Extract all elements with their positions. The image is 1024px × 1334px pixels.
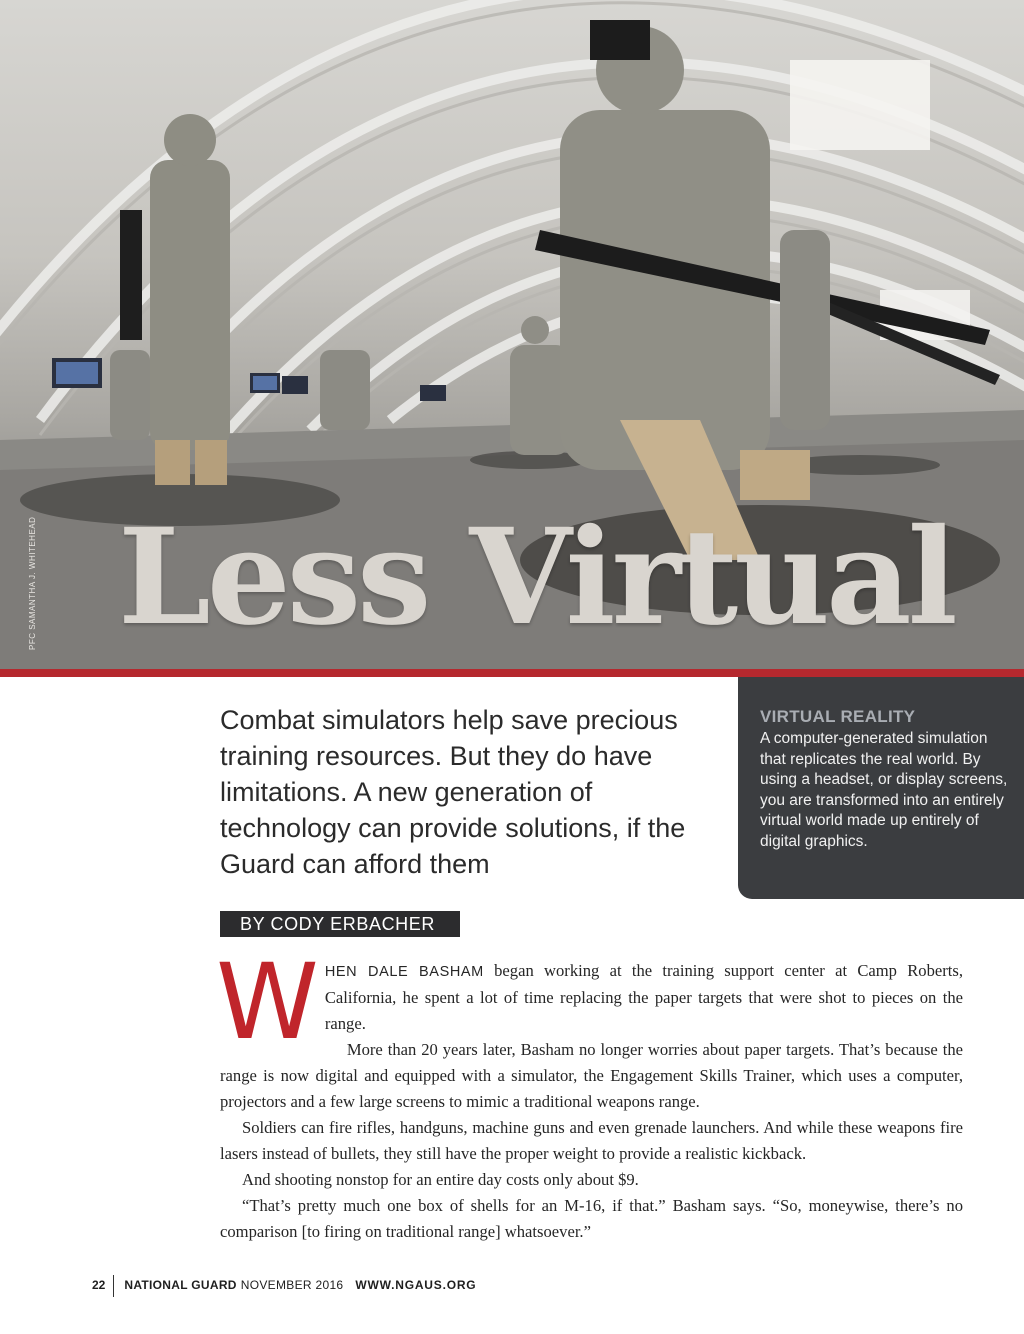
definition-sidebar <box>738 677 1024 899</box>
lead-in: HEN DALE BASHAM <box>324 964 484 980</box>
headline: Less Virtual <box>118 500 954 655</box>
footer-divider <box>113 1275 114 1297</box>
issue-date: NOVEMBER 2016 <box>240 1278 344 1293</box>
article-paragraph: “That’s pretty much one box of shells for an M-16, if that.” Basham says. “So, moneywise, there’s no comparison [to firing on traditional range] whatsoever.” <box>220 1196 963 1241</box>
article-body <box>216 941 963 1245</box>
article-paragraph: Soldiers can fire rifles, handguns, machine guns and even grenade launchers. And while these weapons fire lasers instead of bullets, they still have the proper weight to provide a realistic kickback. <box>220 1118 963 1163</box>
publication-name: NATIONAL GUARD <box>124 1278 237 1293</box>
article-paragraph: And shooting nonstop for an entire day costs only about $9. <box>242 1170 639 1189</box>
website-link[interactable]: WWW.NGAUS.ORG <box>355 1278 477 1293</box>
article-paragraph <box>216 941 963 1063</box>
page-number: 22 <box>92 1278 106 1293</box>
drop-cap: W <box>216 941 319 1063</box>
red-divider <box>0 669 1024 677</box>
sidebar-title: VIRTUAL REALITY <box>760 707 916 726</box>
page-footer <box>92 1275 476 1297</box>
photo-credit: PFC SAMANTHA J. WHITEHEAD <box>28 516 37 650</box>
deck-subheadline: Combat simulators help save precious training resources. But they do have limitations. A new generation of technology can provide solutions, if the Guard can afford them <box>220 705 686 879</box>
byline: BY CODY ERBACHER <box>220 911 460 937</box>
paragraph-text: began working at the training support center at Camp Roberts, California, he spent a lot of time replacing the paper targets that were shot to pieces on the range. <box>324 961 963 1033</box>
article-paragraph: More than 20 years later, Basham no longer worries about paper targets. That’s because the range is now digital and equipped with a simulator, the Engagement Skills Trainer, which uses a computer, projectors and a few large screens to mimic a traditional weapons range. <box>220 1040 963 1111</box>
sidebar-text: A computer-generated simulation that replicates the real world. By using a headset, or display screens, you are transformed into an entirely virtual world made up entirely of digital graphics. <box>760 730 1008 850</box>
